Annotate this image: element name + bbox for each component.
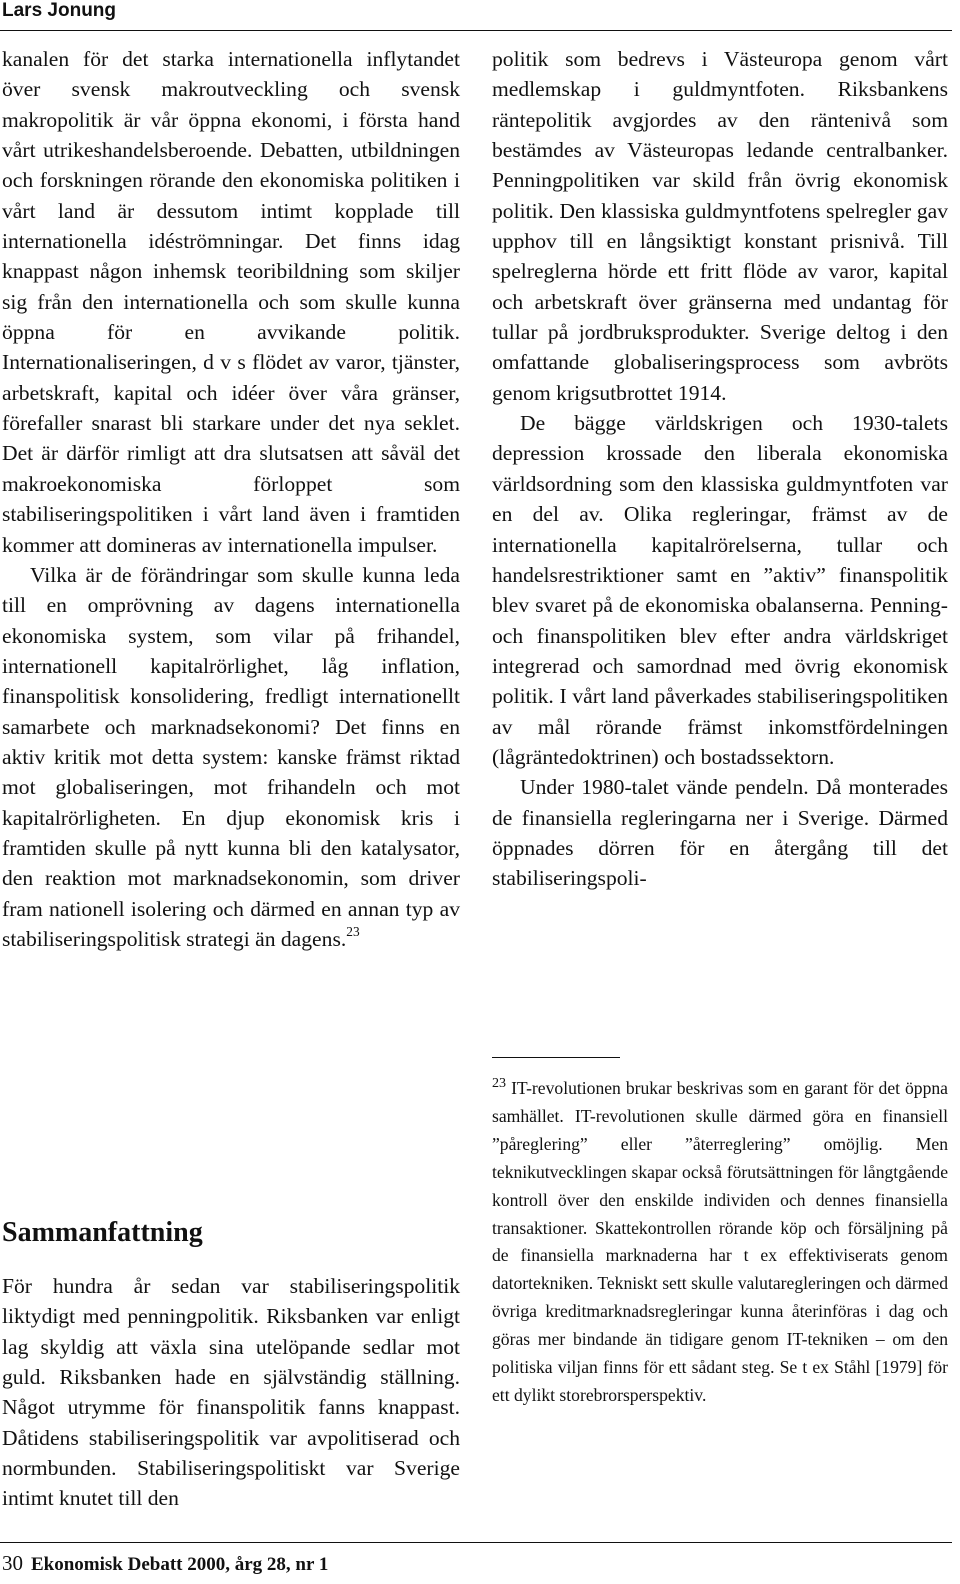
page-footer: [2, 1550, 328, 1578]
summary-paragraph: För hundra år sedan var stabiliseringspolitik liktydigt med penningpolitik. Riksbanken var enligt lag skyldig att växla sina utelöpande sedlar mot guld. Riksbanken hade en självständig ställning. Något utrymme för finanspolitik fanns knappast. Dåtidens stabiliseringspolitik var avpolitiserad och normbunden. Stabiliseringspolitiskt var Sverige intimt knutet till den: [2, 1274, 460, 1511]
footnote-text: IT-revolutionen brukar beskrivas som en garant för det öppna samhället. IT-revolutionen skulle därmed göra en finansiell ”påreglering” eller ”återreglering” omöjlig. Men teknikutvecklingen skapar också förutsättningen för långtgående kontroll över den enskilde individen och dennes finansiella transaktioner. Skattekontrollen rörande köp och försäljning på de finansiella marknaderna har t ex effektiviserats genom datortekniken. Tekniskt sett skulle valutaregleringen och därmed övriga kreditmarknadsregleringar kunna återinföras i dag och göras mer bindande än tidigare genom IT-tekniken – om den politiska viljan finns för ett sådant steg. Se t ex Ståhl [1979] för ett dylikt storebrorsperspektiv.: [492, 1078, 948, 1405]
right-paragraph-1: politik som bedrevs i Västeuropa genom vårt medlemskap i guldmyntfoten. Riksbankens räntepolitik avgjordes av den räntenivå som bestämdes av Västeuropas ledande centralbanker. Penningpolitiken var skild från övrig ekonomisk politik. Den klassiska guldmyntfotens spelregler gav upphov till en långsiktigt konstant prisnivå. Till spelreglerna hörde ett fritt flöde av varor, kapital och arbetskraft över gränserna med undantag för tullar på jordbruksprodukter. Sverige deltog i den omfattande globaliseringsprocess som avbröts genom krigsutbrottet 1914.: [492, 47, 948, 405]
left-paragraph-1: kanalen för det starka internationella inflytandet över svensk makroutveckling och svensk makropolitik är vår öppna ekonomi, i första hand vårt utrikeshandelsberoende. Debatten, utbildningen och forskningen rörande den ekonomiska politiken i vårt land är dessutom intimt kopplade till internationella idéströmningar. Det finns idag knappast någon inhemsk teoribildning som skiljer sig från den internationella och som skulle kunna öppna för en avvikande politik. Internationaliseringen, d v s flödet av varor, tjänster, arbetskraft, kapital och idéer över våra gränser, förefaller snarast bli starkare under det nya seklet. Det är därför rimligt att dra slutsatsen att såväl det makroekonomiska förloppet som stabiliseringspolitiken i vårt land även i framtiden kommer att domineras av internationella impulser.: [2, 47, 460, 557]
right-column: [492, 44, 948, 894]
section-heading: Sammanfattning: [2, 1217, 203, 1248]
footer-divider: [0, 1542, 952, 1543]
footnote-number: 23: [492, 1075, 507, 1092]
running-header-author: Lars Jonung: [2, 0, 117, 21]
left-paragraph-2-text: Vilka är de förändringar som skulle kunna leda till en omprövning av dagens internationella ekonomiska system, som vilar på frihandel, internationell kapitalrörlighet, låg inflation, finanspolitisk konsolidering, fredligt internationellt samarbete och marknadsekonomi? Det finns en aktiv kritik mot detta system: kanske främst riktad mot globaliseringen, mot frihandeln och mot kapitalrörligheten. En djup ekonomisk kris i framtiden skulle på nytt kunna bli den katalysator, den reaktion mot marknadsekonomin, som driver fram nationell isolering och därmed en annan typ av stabiliseringspolitisk strategi än dagens.: [2, 562, 460, 951]
footnote-divider: [492, 1057, 620, 1058]
left-column: [2, 44, 460, 954]
footnote-reference: 23: [346, 923, 360, 939]
right-paragraph-3: Under 1980-talet vände pendeln. Då monterades de finansiella regleringarna ner i Sverige. Därmed öppnades dörren för en återgång till det stabiliseringspoli-: [492, 775, 948, 891]
right-paragraph-2: De bägge världskrigen och 1930-talets depression krossade den liberala ekonomiska världsordning som den klassiska guldmyntfoten var en del av. Olika regleringar, främst av de internationella kapitalrörelserna, tullar och handelsrestriktioner samt en ”aktiv” finanspolitik blev svaret på de ekonomiska obalanserna. Penning- och finanspolitiken blev efter andra världskriget integrerad och samordnad med övrig ekonomisk politik. I vårt land påverkades stabiliseringspolitiken av mål rörande främst inkomstfördelningen (lågräntedoktrinen) och bostadssektorn.: [492, 411, 948, 769]
footnote: [492, 1075, 948, 1410]
journal-name: Ekonomisk Debatt 2000, årg 28, nr 1: [31, 1554, 329, 1575]
page-number: 30: [2, 1551, 23, 1575]
left-paragraph-2: [2, 560, 460, 954]
header-divider: [0, 30, 952, 31]
